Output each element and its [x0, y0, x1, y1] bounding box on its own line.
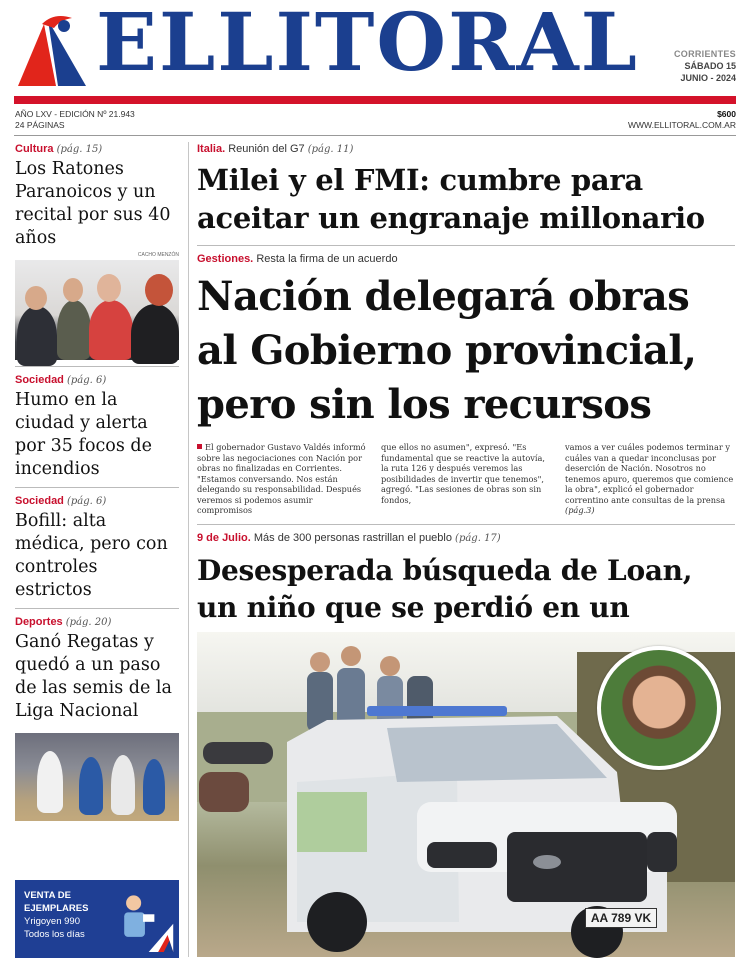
story-headline[interactable]: Los Ratones Paranoicos y un recital por sus 40 años [15, 159, 171, 248]
page-ref: (pág. 6) [66, 496, 107, 507]
story-kicker [15, 494, 179, 509]
dateline [674, 48, 736, 84]
story-kicker [15, 615, 179, 630]
newspaper-vendor-icon [111, 886, 177, 952]
section-label: Gestiones. [197, 253, 254, 265]
body-column [197, 442, 367, 516]
basketball-photo[interactable] [15, 733, 179, 821]
player-figure [143, 759, 165, 815]
cover-price: $600 [717, 109, 736, 119]
bullet-icon [197, 444, 202, 449]
person-head [97, 274, 121, 302]
sales-promo-box[interactable] [15, 880, 179, 958]
section-label: Cultura [15, 143, 54, 155]
separator [15, 608, 179, 609]
player-figure [79, 757, 103, 815]
page-ref: (pág. 6) [66, 375, 107, 386]
band-photo[interactable] [15, 252, 179, 360]
sidebar-story-humo[interactable] [15, 373, 179, 481]
separator [197, 245, 735, 246]
promo-line: VENTA DE [24, 890, 71, 901]
person-figure [131, 304, 179, 364]
separator [197, 524, 735, 525]
story-headline[interactable]: Desesperada búsqueda de Loan, un niño que se perdió en un [197, 553, 693, 624]
story-headline[interactable]: Humo en la ciudad y alerta por 35 focos de incendios [15, 390, 152, 479]
promo-address: Yrigoyen 990 [24, 916, 80, 927]
lead-headline[interactable]: Nación delegará obras al Gobierno provincial, pero sin los recursos [197, 273, 697, 428]
story-kicker [15, 142, 179, 157]
body-text: vamos a ver cuáles podemos terminar y cuáles van a quedar inconclusas por deserción de Nación. Nosotros no tenemos apuro, queremos que comience la obra", explicó el gobernador correntino ante consultas de la prensa [565, 442, 734, 505]
story-kicker [197, 142, 735, 157]
story-kicker [197, 531, 735, 546]
newspaper-title[interactable]: ELLITORAL [96, 0, 639, 89]
masthead [14, 0, 736, 94]
photo-credit: CACHO MENZÓN [137, 252, 179, 258]
search-operation-photo[interactable] [197, 632, 735, 957]
section-label: Italia. [197, 143, 226, 155]
story-kicker [15, 373, 179, 388]
page-ref: (pág. 15) [56, 144, 103, 155]
license-plate: AA 789 VK [585, 908, 657, 928]
person-figure [57, 300, 91, 360]
sidebar-story-bofill[interactable] [15, 494, 179, 602]
story-nacion[interactable] [197, 252, 735, 516]
edition-info [15, 109, 135, 131]
person-head [63, 278, 83, 302]
page-ref: (pág.3) [565, 505, 595, 515]
body-column: que ellos no asumen", expresó. "Es fundamental que se reactive la autovía, la ruta 126 y después veremos las posibilidades de invertir que tenemos", agregó. "Las sesiones de obras son sin fondos, [381, 442, 545, 505]
lighthouse-logo-icon [14, 10, 92, 88]
page-ref: (pág. 11) [307, 144, 354, 155]
promo-line: EJEMPLARES [24, 903, 89, 914]
section-label: 9 de Julio. [197, 531, 251, 544]
separator [15, 366, 179, 367]
story-headline[interactable]: Bofill: alta médica, pero con controles estrictos [15, 511, 168, 600]
story-milei[interactable] [197, 142, 735, 237]
person-figure [89, 300, 133, 360]
kicker-text: Reunión del G7 [228, 143, 305, 155]
missing-child-portrait[interactable] [597, 646, 721, 770]
header-rule [14, 135, 736, 136]
promo-days: Todos los días [24, 929, 85, 940]
website-link[interactable]: WWW.ELLITORAL.COM.AR [628, 120, 736, 130]
story-kicker [197, 252, 735, 266]
story-headline[interactable]: Milei y el FMI: cumbre para aceitar un engranaje millonario [197, 163, 705, 235]
body-column [565, 442, 735, 516]
page-ref: (pág. 20) [65, 617, 112, 628]
sidebar-story-cultura[interactable] [15, 142, 179, 360]
dateline-day: SÁBADO 15 [684, 61, 736, 71]
sidebar-story-deportes[interactable] [15, 615, 179, 821]
body-text: El gobernador Gustavo Valdés informó sobre las negociaciones con Nación por obras no finalizadas en Corrientes. "Estamos conversando. Nos están delegando su responsabilidad. Después veremos si podemos asumir compromisos [197, 442, 366, 515]
dateline-month-year: JUNIO - 2024 [680, 73, 736, 83]
price-box [628, 109, 736, 131]
page-ref: (pág. 17) [455, 532, 501, 544]
section-label: Sociedad [15, 495, 64, 507]
kicker-text: Resta la firma de un acuerdo [256, 253, 398, 265]
story-body [197, 442, 735, 516]
main-column [197, 142, 735, 663]
story-headline[interactable]: Ganó Regatas y quedó a un paso de las semis de la Liga Nacional [15, 632, 172, 721]
person-head [145, 274, 173, 306]
kicker-text: Más de 300 personas rastrillan el pueblo [253, 531, 452, 544]
column-divider [188, 142, 189, 957]
sidebar-column [15, 142, 179, 821]
dateline-city: CORRIENTES [673, 49, 736, 59]
player-figure [111, 755, 135, 815]
person-head [25, 286, 47, 310]
edition-number: AÑO LXV - EDICIÓN Nº 21.943 [15, 109, 135, 119]
section-label: Deportes [15, 616, 63, 628]
person-figure [17, 306, 57, 366]
section-label: Sociedad [15, 374, 64, 386]
separator [15, 487, 179, 488]
promo-text [24, 889, 88, 941]
page-count: 24 PÁGINAS [15, 120, 65, 130]
masthead-red-rule [14, 96, 736, 104]
player-figure [37, 751, 63, 813]
